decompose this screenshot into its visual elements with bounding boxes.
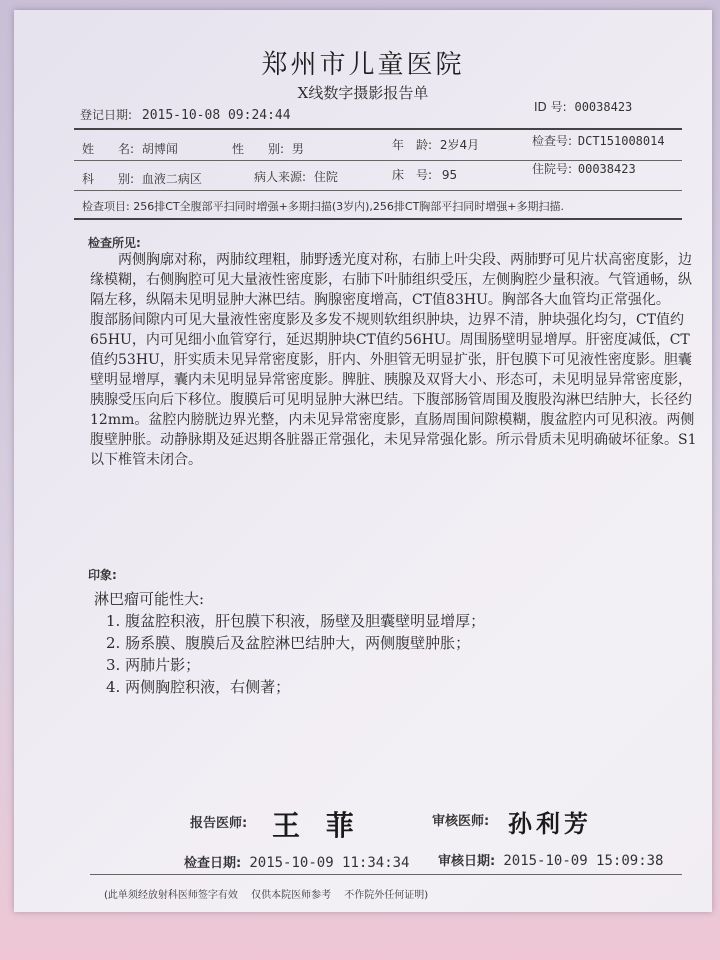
patient-name-label: 姓 名:	[82, 142, 135, 156]
impression-item: 2. 肠系膜、腹膜后及盆腔淋巴结肿大，两侧腹壁肿胀；	[106, 634, 471, 652]
registration-date	[80, 106, 291, 123]
divider	[74, 218, 682, 220]
registration-date-label: 登记日期:	[80, 108, 133, 122]
inpatient-number-label: 住院号:	[532, 162, 573, 176]
id-number	[534, 98, 632, 115]
department-value: 血液二病区	[141, 172, 202, 186]
divider	[90, 874, 682, 875]
patient-age	[392, 136, 479, 153]
exam-items-label: 检查项目:	[82, 200, 130, 213]
exam-number	[532, 132, 665, 149]
review-date-label: 审核日期:	[438, 854, 496, 869]
patient-age-value: 2岁4月	[439, 138, 480, 152]
exam-number-value: DCT151008014	[577, 134, 665, 148]
review-doctor-label: 审核医师:	[432, 814, 490, 829]
review-doctor-signature: 孙利芳	[508, 809, 592, 838]
patient-sex	[232, 140, 304, 157]
patient-sex-label: 性 别:	[232, 142, 285, 156]
bed-number-label: 床 号:	[392, 168, 433, 182]
inpatient-number-value: 00038423	[577, 162, 636, 176]
exam-number-label: 检查号:	[532, 134, 573, 148]
divider	[74, 190, 682, 191]
review-date-value: 2015-10-09 15:09:38	[503, 853, 664, 869]
exam-date	[184, 852, 410, 871]
exam-items-value: 256排CT全腹部平扫同时增强+多期扫描(3岁内),256排CT胸部平扫同时增强+多期扫描.	[133, 200, 565, 213]
hospital-name: 郑州市儿童医院	[261, 50, 465, 80]
impression-item: 4. 两侧胸腔积液，右侧著；	[106, 678, 291, 696]
report-sheet	[14, 10, 712, 912]
impression-heading: 淋巴瘤可能性大:	[94, 590, 205, 608]
findings-text: 两侧胸廓对称，两肺纹理粗，肺野透光度对称，右肺上叶尖段、两肺野可见片状高密度影，边缘模糊，右侧胸腔可见大量液性密度影，右肺下叶肺组织受压，左侧胸腔少量积液。气管通畅，纵隔左移，纵隔未见明显肿大淋巴结。胸腺密度增高，CT值83HU。胸部各大血管均正常强化。 腹部肠间隙内可见大量液性密度影及多发不规则软组织肿块，边界不清，肿块强化均匀，CT值约65HU，内可见细小血管穿行，延迟期肿块CT值约56HU。周围肠壁明显增厚。肝密度减低，CT值约53HU，肝实质未见异常密度影，肝内、外胆管无明显扩张，肝包膜下可见液性密度影。胆囊壁明显增厚，囊内未见明显异常密度影。脾脏、胰腺及双肾大小、形态可，未见明显异常密度影，胰腺受压向后下移位。腹膜后可见明显肿大淋巴结。下腹部肠管周围及腹股沟淋巴结肿大，长径约12mm。盆腔内膀胱边界光整，内未见异常密度影，直肠周围间隙模糊，腹盆腔内可见积液。两侧腹壁肿胀。动静脉期及延迟期各脏器正常强化，未见异常强化影。所示骨质未见明确破坏征象。S1以下椎管未闭合。	[90, 252, 697, 468]
impression-block	[94, 588, 694, 698]
patient-source	[254, 168, 338, 185]
bed-number	[392, 166, 457, 183]
impression-item: 1. 腹盆腔积液，肝包膜下积液，肠壁及胆囊壁明显增厚；	[106, 612, 486, 630]
patient-name	[82, 140, 178, 157]
review-date	[438, 850, 664, 869]
id-number-label: ID 号:	[534, 100, 567, 114]
footer-note: (此单须经放射科医师签字有效 仅供本院医师参考 不作院外任何证明)	[104, 890, 429, 901]
report-doctor-signature: 王 菲	[272, 809, 362, 842]
patient-sex-value: 男	[291, 142, 304, 156]
report-doctor-label: 报告医师:	[190, 816, 248, 831]
patient-source-label: 病人来源:	[254, 170, 307, 184]
impression-item: 3. 两肺片影；	[106, 656, 201, 674]
department-label: 科 别:	[82, 172, 135, 186]
registration-date-value: 2015-10-08 09:24:44	[141, 108, 291, 123]
report-title: X线数字摄影报告单	[297, 84, 429, 102]
impression-label: 印象:	[88, 568, 117, 582]
exam-items	[82, 198, 564, 214]
patient-source-value: 住院	[313, 170, 338, 184]
patient-age-label: 年 龄:	[392, 138, 433, 152]
divider	[74, 128, 682, 130]
exam-date-value: 2015-10-09 11:34:34	[249, 855, 410, 871]
id-number-value: 00038423	[574, 100, 633, 114]
patient-name-value: 胡博闻	[141, 142, 178, 156]
department	[82, 170, 202, 187]
findings-label: 检查所见:	[88, 236, 141, 250]
bed-number-value: 95	[441, 168, 458, 182]
exam-date-label: 检查日期:	[184, 856, 242, 871]
inpatient-number	[532, 160, 636, 177]
